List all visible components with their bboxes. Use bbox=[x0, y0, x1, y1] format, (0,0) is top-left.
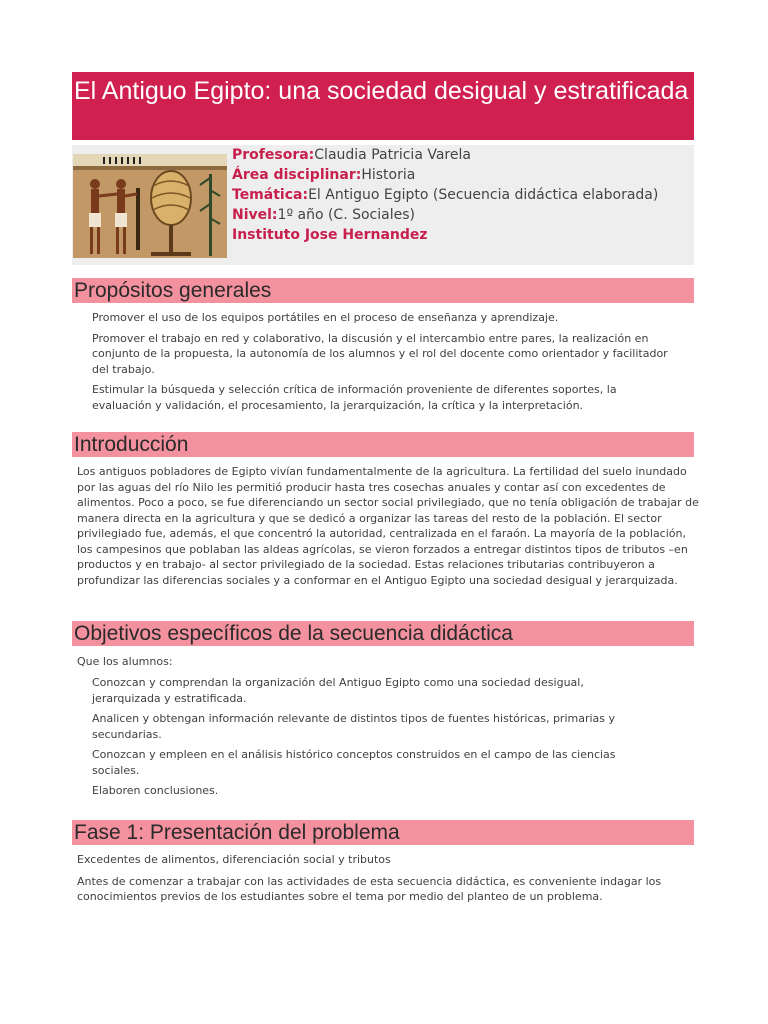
info-panel bbox=[72, 145, 694, 265]
info-lines bbox=[232, 145, 692, 245]
area-label: Área disciplinar: bbox=[232, 167, 362, 183]
propositos-heading-bar bbox=[72, 278, 694, 303]
proposito-item: Promover el uso de los equipos portátiles en el proceso de enseñanza y aprendizaje. bbox=[92, 311, 559, 324]
introduccion-heading-bar bbox=[72, 432, 694, 457]
area-line bbox=[232, 165, 692, 185]
objetivos-lead-text: Que los alumnos: bbox=[77, 655, 173, 668]
tematica-line bbox=[232, 185, 692, 205]
fase1-heading: Fase 1: Presentación del problema bbox=[74, 821, 400, 844]
propositos-list bbox=[92, 310, 672, 413]
nivel-label: Nivel: bbox=[232, 207, 278, 223]
tematica-label: Temática: bbox=[232, 187, 309, 203]
nivel-value: 1º año (C. Sociales) bbox=[277, 207, 415, 223]
fase1-text: Antes de comenzar a trabajar con las actividades de esta secuencia didáctica, es conveniente indagar los conocimientos previos de los estudiantes sobre el tema por medio del planteo de un problema. bbox=[77, 874, 662, 903]
fase1-heading-bar bbox=[72, 820, 694, 845]
proposito-item: Promover el trabajo en red y colaborativo, la discusión y el intercambio entre pares, la realización en conjunto de la propuesta, la autonomía de los alumnos y el rol del docente como orientador y facilitador del trabajo. bbox=[92, 331, 668, 376]
introduccion-heading: Introducción bbox=[74, 433, 189, 456]
profesora-value: Claudia Patricia Varela bbox=[314, 147, 471, 163]
objetivos-lead bbox=[77, 654, 677, 670]
fase1-body bbox=[77, 852, 699, 905]
objetivo-item: Analicen y obtengan información relevante de distintos tipos de fuentes históricas, primarias y secundarias. bbox=[92, 712, 616, 741]
objetivo-item: Conozcan y empleen en el análisis histórico conceptos construidos en el campo de las ciencias sociales. bbox=[92, 748, 616, 777]
objetivo-item: Elaboren conclusiones. bbox=[92, 784, 219, 797]
fase1-subtitle: Excedentes de alimentos, diferenciación social y tributos bbox=[77, 853, 391, 866]
introduccion-text: Los antiguos pobladores de Egipto vivían fundamentalmente de la agricultura. La fertilidad del suelo inundado por las aguas del río Nilo les permitió producir hasta tres cosechas anuales y contar así con excedentes de alimentos. Poco a poco, se fue diferenciando un sector social privilegiado, que no tenía obligación de trabajar de manera directa en la agricultura y que se dedicó a organizar las tareas del resto de la población. El sector privilegiado fue, además, el que concentró la autoridad, centralizada en el faraón. La mayoría de la población, los campesinos que poblaban las aldeas agrícolas, se vieron forzados a entregar distintos tipos de tributos –en productos y en trabajo- al sector privilegiado de la sociedad. Estas relaciones tributarias contribuyeron a profundizar las diferencias sociales y a conformar en el Antiguo Egipto una sociedad desigual y jerarquizada. bbox=[77, 465, 699, 587]
tematica-value: El Antiguo Egipto (Secuencia didáctica elaborada) bbox=[308, 187, 659, 203]
profesora-label: Profesora: bbox=[232, 147, 315, 163]
objetivos-heading-bar bbox=[72, 621, 694, 646]
area-value: Historia bbox=[361, 167, 416, 183]
objetivos-heading: Objetivos específicos de la secuencia didáctica bbox=[74, 622, 513, 645]
egyptian-painting-illustration bbox=[73, 154, 227, 258]
egyptian-painting-image bbox=[73, 154, 227, 258]
document-title: El Antiguo Egipto: una sociedad desigual y estratificada bbox=[74, 77, 689, 105]
profesora-line bbox=[232, 145, 692, 165]
document-title-bar bbox=[72, 72, 694, 140]
nivel-line bbox=[232, 205, 692, 225]
objetivos-list bbox=[92, 675, 652, 799]
proposito-item: Estimular la búsqueda y selección crítica de información proveniente de diferentes soportes, la evaluación y validación, el procesamiento, la jerarquización, la crítica y la interpretación. bbox=[92, 383, 617, 412]
introduccion-body bbox=[77, 464, 699, 588]
instituto-name: Instituto Jose Hernandez bbox=[232, 227, 428, 243]
propositos-heading: Propósitos generales bbox=[74, 279, 272, 302]
objetivo-item: Conozcan y comprendan la organización del Antiguo Egipto como una sociedad desigual, jerarquizada y estratificada. bbox=[92, 676, 584, 705]
